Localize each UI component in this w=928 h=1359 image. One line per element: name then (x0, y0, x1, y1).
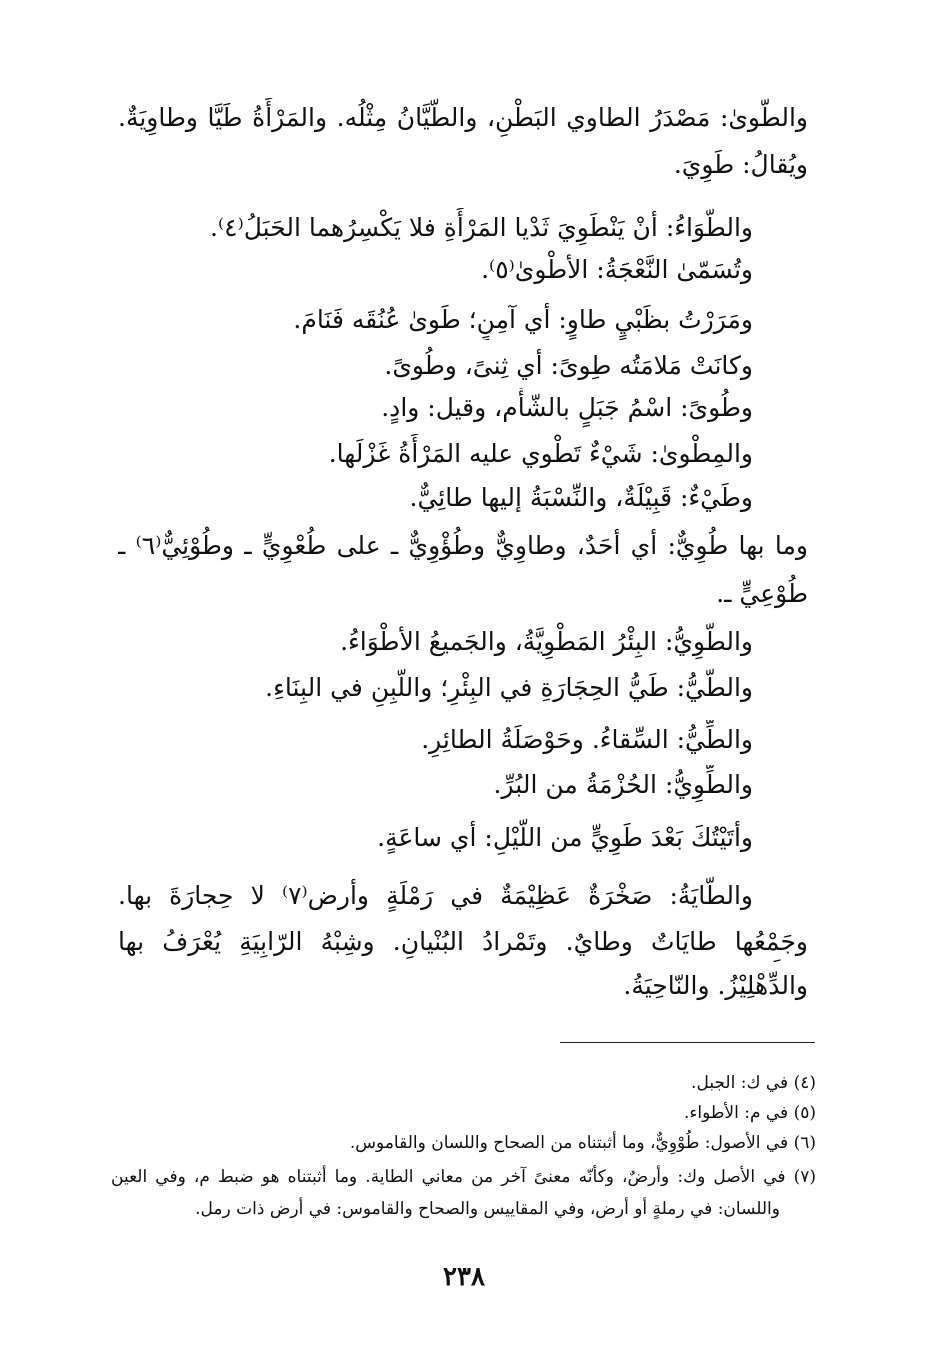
text-line: والدِّهْلِيْزُ. والنّاحِيَةُ. (623, 971, 808, 1000)
text-line: وطُوىً: اسْمُ جَبَلٍ بالشّأْم، وقيل: وادٍ. (381, 393, 753, 422)
footnote: واللسان: في رملةٍ أو أرض، وفي المقاييس والصحاح والقاموس: في أرض ذات رمل. (195, 1199, 780, 1219)
page-number: ٢٣٨ (443, 1262, 485, 1292)
footnote: (٥) في م: الأطواء. (683, 1103, 816, 1123)
text-line: والطّايَةُ: صَخْرَةٌ عَظِيْمَةٌ في رَمْلَةٍ وأرض⁽٧⁾ لا حِجارَةَ بها. (118, 881, 753, 910)
text-line: ويُقالُ: طَوِيَ. (673, 150, 808, 179)
footnote: (٦) في الأصول: طُوْوِيٌّ، وما أثبتناه من الصحاح واللسان والقاموس. (349, 1133, 816, 1153)
text-line: وكانَتْ مَلامَتُه طِوىً: أي ثِنىً، وطُوىً. (384, 351, 753, 380)
text-line: والطِّيُّ: السِّقاءُ. وحَوْصَلَةُ الطائِرِ. (421, 725, 753, 754)
text-line: ومَرَرْتُ بظَبْيٍ طاوٍ: أي آمِنٍ؛ طَوىٰ عُنُقَه فَنَامَ. (293, 305, 753, 334)
text-line: والمِطْوىٰ: شَيْءٌ تَطْوي عليه المَرْأَةُ غَزْلَها. (328, 439, 753, 468)
text-line: والطَّيُّ: طَيُّ الحِجَارَةِ في البِئْرِ؛ واللَّبِنِ في البِنَاءِ. (265, 673, 753, 702)
text-line: وأتَيْتُكَ بَعْدَ طَوِيٍّ من اللَّيْلِ: أي ساعَةٍ. (377, 823, 753, 852)
footnote: (٧) في الأصل وك: وأرضٌ، وكأنّه معنىً آخر من معاني الطاية. وما أثبتناه هو ضبط م، وفي العين (111, 1167, 816, 1187)
text-line: وما بها طُوِيٌّ: أي أحَدٌ، وطاوِيٌّ وطُؤْوِيٌّ ـ على طُعْوِيٍّ ـ وطُوْئِيٌّ⁽٦⁾ ـ (118, 531, 808, 560)
text-line: والطَّوَاءُ: أنْ يَنْطَوِيَ ثَدْيا المَرْأَةِ فلا يَكْسِرُهما الحَبَلُ⁽٤⁾. (210, 213, 753, 242)
text-line: طُوْعِيٍّ ـ. (716, 579, 808, 608)
text-line: وجَمْعُها طايَاتٌ وطايٌ. وتَمْرادُ البُنْيانِ. وشِبْهُ الرّابِيَةِ يُعْرَفُ بها (118, 927, 808, 956)
footnote-separator (560, 1042, 815, 1043)
text-line: وتُسَمّىٰ النَّعْجَةُ: الأطْوىٰ⁽٥⁾. (481, 255, 753, 284)
text-line: والطَّوىٰ: مَصْدَرُ الطاوي البَطْنِ، والطَّيَّانُ مِثْلُه. والمَرْأَةُ طَيَّا وطاوِيَةٌ. (118, 103, 808, 132)
text-line: والطِّوِيُّ: الحُزْمَةُ من البُرِّ. (493, 770, 753, 799)
text-line: وطَيْءٌ: قَبِيْلَةٌ، والنِّسْبَةُ إليها طائِيٌّ. (409, 483, 753, 512)
footnote: (٤) في ك: الجبل. (691, 1073, 816, 1093)
text-line: والطَّوِيُّ: البِئْرُ المَطْوِيَّةُ، والجَميعُ الأطْوَاءُ. (340, 627, 753, 656)
